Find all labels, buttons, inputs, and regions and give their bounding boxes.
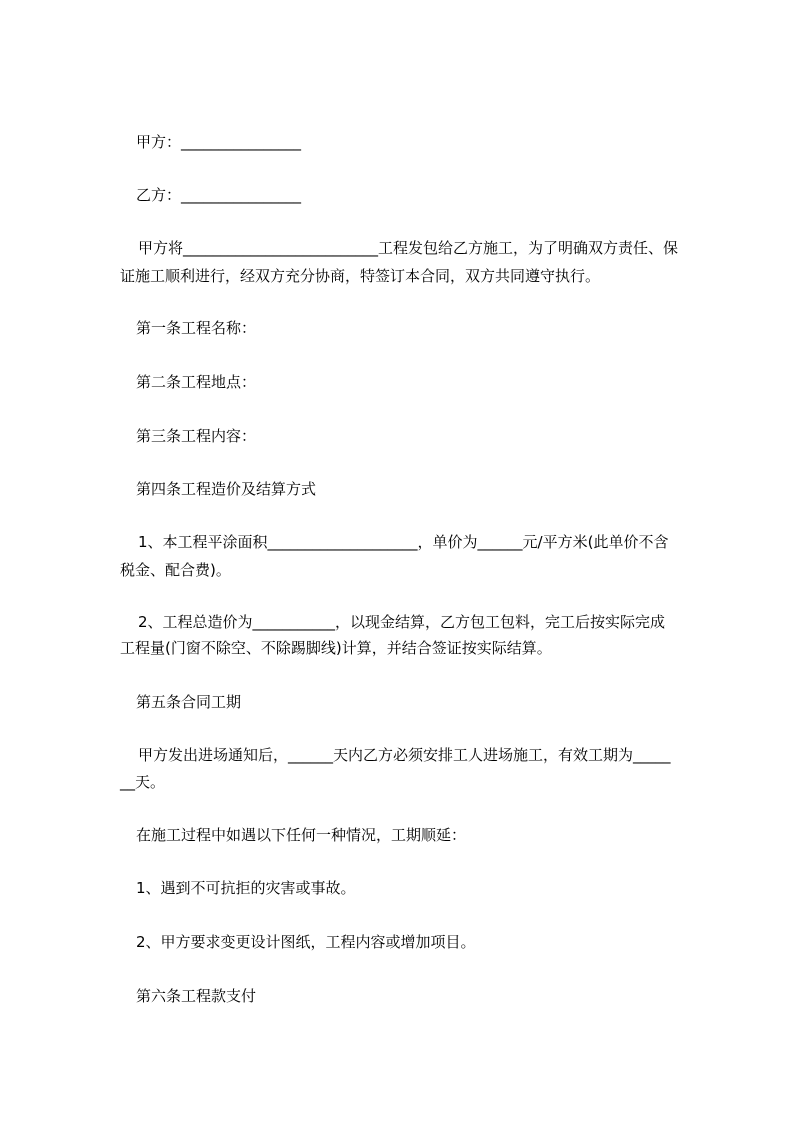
- party-a-line: 甲方：________________: [136, 133, 302, 151]
- intro-paragraph-line-2: 证施工顺利进行，经双方充分协商，特签订本合同，双方共同遵守执行。: [120, 267, 601, 285]
- article-4-item-1-line-2: 税金、配合费)。: [120, 561, 231, 579]
- article-5-delay-item-1: 1、遇到不可抗拒的灾害或事故。: [136, 879, 356, 897]
- article-4-item-2-line-2: 工程量(门窗不除空、不除踢脚线)计算，并结合签证按实际结算。: [120, 639, 552, 657]
- article-4-item-2-line-1: 2、工程总造价为___________，以现金结算，乙方包工包料，完工后按实际完成: [138, 613, 666, 631]
- article-5-heading: 第五条合同工期: [136, 693, 242, 711]
- article-5-delay-paragraph: 在施工过程中如遇以下任何一种情况，工期顺延：: [136, 826, 467, 844]
- article-1-heading: 第一条工程名称：: [136, 319, 257, 337]
- article-2-heading: 第二条工程地点：: [136, 373, 257, 391]
- article-3-heading: 第三条工程内容：: [136, 427, 257, 445]
- article-4-item-1-line-1: 1、本工程平涂面积____________________，单价为______元/平方米(此单价不含: [138, 533, 669, 551]
- article-4-heading: 第四条工程造价及结算方式: [136, 480, 317, 498]
- article-5-delay-item-2: 2、甲方要求变更设计图纸，工程内容或增加项目。: [136, 933, 476, 951]
- intro-paragraph-line-1: 甲方将__________________________工程发包给乙方施工，为了明确双方责任、保: [138, 239, 679, 257]
- article-5-paragraph-line-1: 甲方发出进场通知后，______天内乙方必须安排工人进场施工，有效工期为_____: [138, 746, 671, 764]
- party-b-line: 乙方：________________: [136, 186, 302, 204]
- article-5-paragraph-line-2: __天。: [120, 773, 166, 791]
- article-6-heading: 第六条工程款支付: [136, 987, 257, 1005]
